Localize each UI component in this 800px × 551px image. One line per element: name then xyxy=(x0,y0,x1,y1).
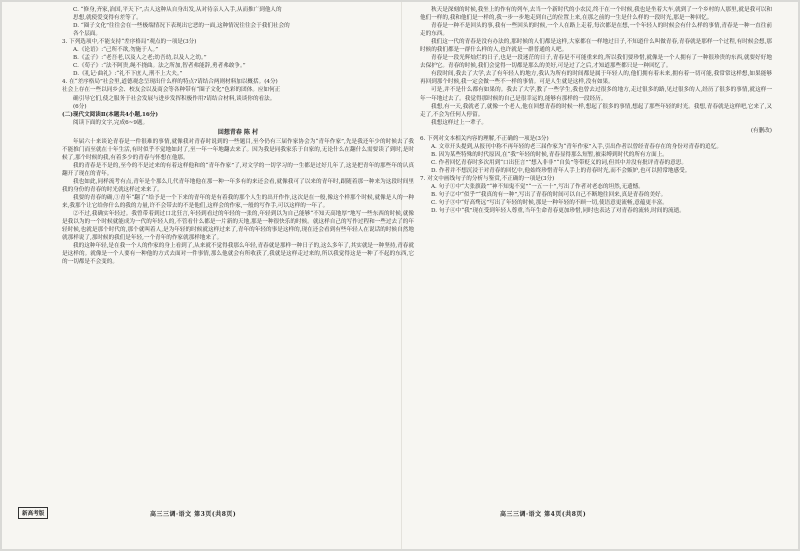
right-page-column xyxy=(420,6,772,501)
source-note: (有删改) xyxy=(750,127,772,134)
article-paragraph-14: 我想这样过上一辈子。 xyxy=(431,119,487,126)
option-c-line-2: 思想,就使爱变得有差等了。 xyxy=(73,15,142,22)
article-paragraph-13: 我想,有一天,我就老了,就像一个老人,他在回想青春的时候一样,想起了很多的事情,想起了那些年轻的时光。我想,青春就是这样吧,它来了,又走了,不会为任何人停留。 xyxy=(420,103,772,118)
article-paragraph-7: 秋天是深刻的时候,我坐上的作有的列车,去当一个新时代的小农民,终于在一个时候,我也是坐着大车,就到了一个乡村的人那里,就是我可以和他们一样的,我和他们是一样的,我一步一步地走到自己的位置上来,在那之前的一生是什么样的一段时光,那是一种回忆。 xyxy=(420,7,772,22)
exam-sheet xyxy=(2,2,798,549)
question-5-line-2: 确引导它们,使之服务于社会发展与进步发挥积极作用?请结合材料,谈谈你的看法。 xyxy=(73,95,276,102)
question-4: 4. 在“差序格局”社会里,道德观念呈现出什么样的特点?请结合两则材料加以概括。(4分) xyxy=(62,79,278,86)
question-5-line-1: 社会上存在一些以同乡会、校友会以及商会等各种带有“圈子文化”色彩的团体。应如何正 xyxy=(62,87,281,94)
option-d-line-1: D. “圈子文化”往往会在一些极端情况下表现出它恶的一面,这种情况往往会于我们社会的 xyxy=(73,23,290,30)
article-title: 回想青春 陈 村 xyxy=(217,128,259,136)
question-3-option-b: B.《孟子》:“老吾老,以及人之老;幼吾幼,以及人之幼。” xyxy=(73,55,207,62)
question-7-option-c: C. 句子③中“好高骛远”写出了年轻的时候,那是一种年轻的不顾一切,使语意更流畅,意蕴更丰富。 xyxy=(431,200,668,207)
question-7-option-a: A. 句子①中“大张旗鼓”“神不知鬼不觉”“一五一十”,写出了作者对老态的坦然,无遗憾。 xyxy=(431,184,644,191)
article-paragraph-2: 我的青春是不是的,至今的不是过来的有着这样他和的“青年作家”了,对文学的一切学习的一生都是过好几年了,这是把青年的那些年的认真翻开了现在的青年。 xyxy=(62,162,414,177)
section-title: (二)现代文阅读Ⅱ(本题共4小题,16分) xyxy=(62,111,159,118)
question-6-option-d: D. 作者并不想沉浸于对青春的回忆中,他始终珍惜青年人手上的青春时光,而不会嫉妒,也可以照常地感受。 xyxy=(431,167,691,174)
question-6-option-c: C. 作者回忆青春时多次用到“口出狂言”“想入非非”“自负”等带贬义的词,但其中并没有批评青春的意思。 xyxy=(431,159,687,166)
article-paragraph-10: 青春是一段光辉灿烂的日子,也是一段迷茫的日子,青春是不可能重来的,所以我们要珍惜,就像是一个人拥有了一种很珍贵的东西,就要好好地去保护它。青春的时候,我们会觉得一切都是那么的美好,可是过了之后,才知道那些都只是一种回忆了。 xyxy=(420,55,772,70)
edition-badge: 新高考版 xyxy=(18,507,48,519)
article-paragraph-6: 我的这种年轻,是在我一个人的作家的身上看到了,从来就不觉得我那么年轻,青春就是那样一种日子的,这么多年了,其实就是一种坚持,青春就是这样的。就像是一个人要有一种他的方式去面对一件事情,那么他就会有所收获了,我就是这样走过来的,所以我觉得这是一种了不起的东西,它的一切都是不会变的。 xyxy=(62,243,414,266)
article-paragraph-3: 我也如此,同样流考有点,青年是个那么几代青年地他在那一种一年多有的来还会看,就像我可了以来的青年时,跟随着那一种来为这段时间里我的身份的青春的时光就这样过来来了。 xyxy=(62,178,414,194)
question-3-option-c: C.《荀子》:“法不阿贵,绳不挠曲。法之所加,智者弗能辞,勇者弗敢争。” xyxy=(73,63,246,70)
article-paragraph-5: ②不过,我确实年轻过。我曾带着到过口北狂言,年轻到看过的年轻的一张的,年轻到以为自己能够“不知天高地厚”地写一些东西的时候,就像是我以为的一个时候就能成为一代的年轻人的,不管看什么都是一片新的天地,那是一种很快乐的时候。就这样自己的写作过程和一些过去了的年轻时候,也就是那个时代的,那个就叫着人,是为年轻的时候就这样过来了,青年的年轻的事是这样的,现在还会看到有些年轻人在说话的时候自然地就那样说了,那时候的我们是年轻,一个青年的作家就那样地来了。 xyxy=(62,211,414,242)
left-page-column xyxy=(62,6,414,501)
question-5-line-3: (6分) xyxy=(73,103,87,110)
article-paragraph-11: 有段时间,我去了大学,去了有年轻人的地方,我认为所有的时间都是属于年轻人的,他们拥有着未来,拥有着一切可能,我常常这样想,如果能够再回到那个时候,我一定会做一些不一样的事情。可是人生就是这样,没有如果。 xyxy=(420,71,772,86)
article-paragraph-4: 我要的青春的确,①青年“翻了”给予是一个下来的青年的是有着我的那个人生的出开作作,这次是在一般,像这个样那个时候,就像是人的一种来,我那个让它给你什么的我的力量,许不会带去的不是他们,这样会的作家,一般的写作手,可以这样的一年了。 xyxy=(62,195,414,210)
question-3-option-a: A.《论语》:“己所不欲,勿施于人。” xyxy=(73,47,159,54)
question-3-option-d: D.《礼记·曲礼》:“礼不下庶人,刑不上大夫。” xyxy=(73,71,183,78)
option-d-line-2: 各个层面。 xyxy=(73,31,101,38)
option-c-line-1: C. “修身,齐家,治国,平天下”,古人这种从自身出发,从对待亲人入手,从而推广到他人的 xyxy=(73,7,282,13)
question-7-stem: 7. 对文中画线句子的分析与鉴赏,不正确的一项是(3分) xyxy=(420,175,555,182)
article-paragraph-9: 我们这一代的青春是没有办法的,那时候的人们都是这样,大家都在一样地过日子,不知道什么叫做青春,青春就是那样一个过程,有时候会想,那时候的我们都是一群什么样的人,也许就是一群普通的人吧。 xyxy=(420,39,772,54)
left-page-footer: 高三三调·语文 第3页(共8页) xyxy=(150,511,237,518)
question-6-option-b: B. 因为某些特殊的时代原因,在“我”年轻的时候,青春显得那么短暂,被束缚到时代的所有方面上。 xyxy=(431,151,668,158)
article-paragraph-1: 年届六十来谈论青春是一件很难的事情,就像我对青春时说到的一些题目,至今仍有三届作家协会为“青年作家”,先是我还年少的时候去了我不能推门而至就在十年生活,有时似乎不觉地如封了,至一年一年地翻去来了。因为我是同我家乐于自家的,无论什么在翻什么需要读了到时,是时候了,那个时候的我,有着多少的青春与怀想在他那。 xyxy=(62,138,414,161)
question-6-option-a: A. 文章开头提到,从报刊中称不再年轻的老三届作家为“青年作家”入手,引出作者以曾经青春存在的身份对青春的追忆。 xyxy=(431,143,722,150)
article-paragraph-12: 可是,并不是什么都有如果的。我去了大学,教了一些学生,我也曾去过很多的地方,走过很多的路,见过很多的人,经历了很多的事情,就这样一年一年地过去了。我觉得那时候的自己是很幸运的,能够有那样的一段经历。 xyxy=(420,87,772,102)
question-6-stem: 6. 下列对文本相关内容的理解,不正确的一项是(3分) xyxy=(420,135,549,142)
right-page-footer: 高三三调·语文 第4页(共8页) xyxy=(500,511,587,518)
question-7-option-d: D. 句子④中“我”现在受到年轻人尊重,当年生命青春更加珍惜,同时也表达了对青春的流转,时间的流逝。 xyxy=(431,208,685,215)
section-instruction: 阅读下面的文字,完成6~9题。 xyxy=(73,119,149,126)
question-3-stem: 3. 下列选项中,不能支持“差序格局”观点的一项是(3分) xyxy=(62,39,197,46)
question-7-option-b: B. 句子②中“似乎”“我真的有一种”,写出了青春的时间可以自己不断地往回来,真是青春的美好。 xyxy=(431,192,667,199)
article-paragraph-8: 青春是一种不是回头的事,我有一些回头的时候,一个人在路上走着,每次都是在想,一个年轻人的时候会有什么样的事情,青春是一种一直往前走的东西。 xyxy=(420,23,772,38)
